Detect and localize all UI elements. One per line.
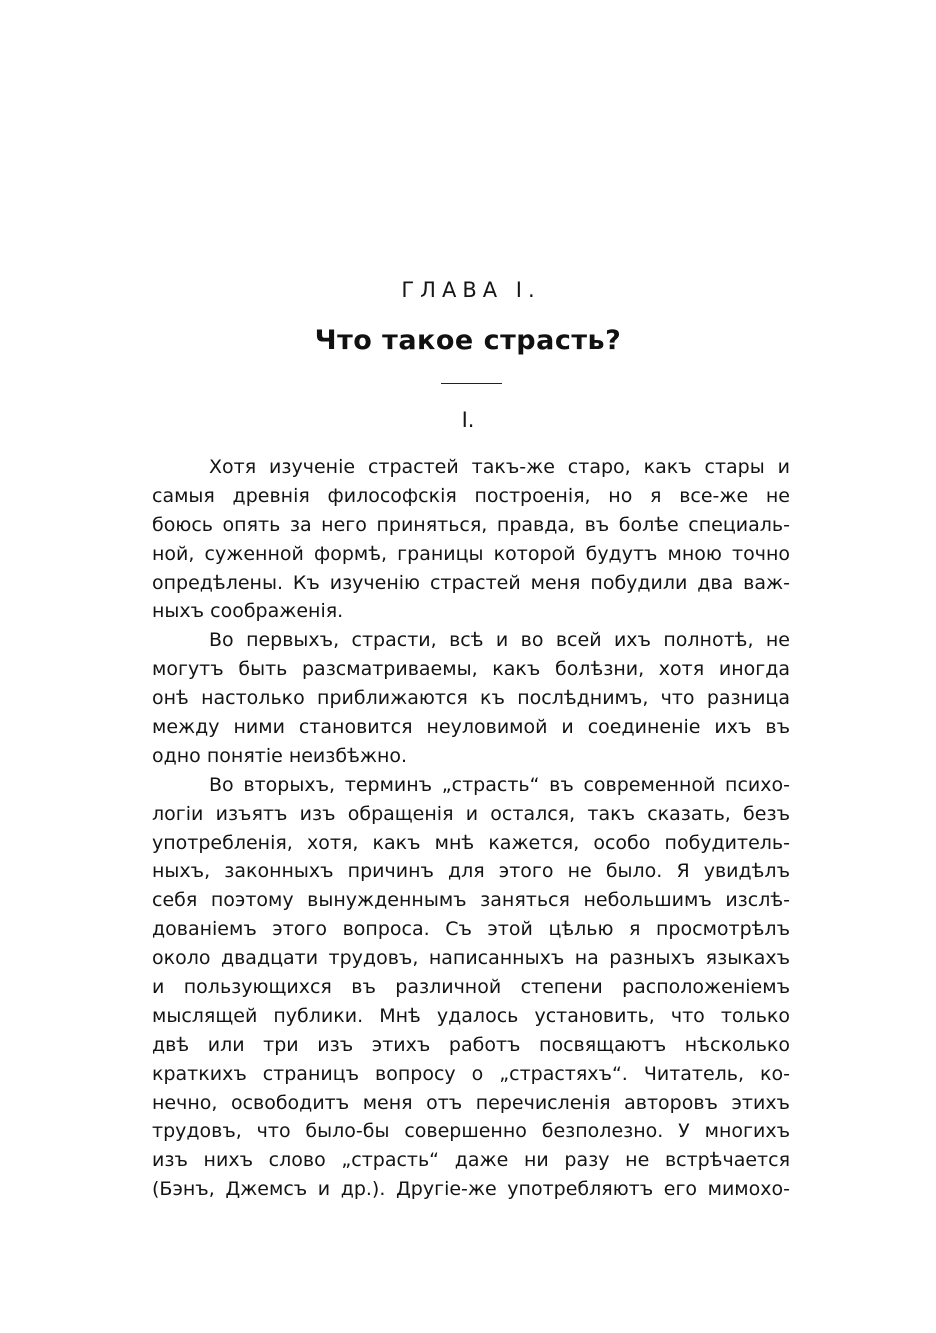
paragraph-3	[152, 771, 790, 1204]
text-line: логіи изъятъ изъ обращенія и остался, такъ сказать, безъ	[152, 802, 790, 825]
text-line: одно понятіе неизбѣжно.	[152, 744, 408, 767]
text-line: (Бэнъ, Джемсъ и др.). Другіе-же употребляютъ его мимохо-	[152, 1178, 790, 1201]
text-line: около двадцати трудовъ, написанныхъ на разныхъ языкахъ	[152, 947, 790, 970]
text-line: опредѣлены. Къ изученію страстей меня побудили два важ-	[152, 571, 790, 594]
text-line: боюсь опять за него приняться, правда, въ болѣе специаль-	[152, 513, 790, 536]
title-divider	[441, 383, 502, 384]
chapter-title: Что такое страсть?	[314, 325, 622, 356]
text-line: могутъ быть разсматриваемы, какъ болѣзни, хотя иногда	[152, 658, 790, 681]
text-line: изъ нихъ слово „страсть“ даже ни разу не встрѣчается	[152, 1149, 790, 1172]
text-line: Во первыхъ, страсти, всѣ и во всей ихъ полнотѣ, не	[209, 629, 790, 652]
text-line: употребленія, хотя, какъ мнѣ кажется, особо побудитель-	[152, 831, 790, 854]
text-line: краткихъ страницъ вопросу о „страстяхъ“. Читатель, ко-	[152, 1062, 790, 1085]
text-line: и пользующихся въ различной степени расположеніемъ	[152, 976, 790, 999]
text-line: двѣ или три изъ этихъ работъ посвящаютъ нѣсколько	[152, 1033, 790, 1056]
text-line: самыя древнія философскія построенія, но я все-же не	[152, 484, 790, 507]
paragraph-1	[152, 453, 790, 626]
chapter-label: ГЛАВА I.	[401, 278, 541, 302]
text-line: онѣ настолько приближаются къ послѣднимъ, что разница	[152, 687, 790, 710]
text-line: дованіемъ этого вопроса. Съ этой цѣлью я просмотрѣлъ	[152, 918, 790, 941]
paragraph-2	[152, 626, 790, 770]
text-line: нечно, освободитъ меня отъ перечисленія авторовъ этихъ	[152, 1091, 790, 1114]
text-line: ной, суженной формѣ, границы которой будутъ мною точно	[152, 542, 790, 565]
text-line: ныхъ соображенія.	[152, 600, 344, 623]
text-line: Хотя изученіе страстей такъ-же старо, какъ стары и	[209, 456, 790, 478]
section-number: I.	[461, 408, 475, 432]
text-line: Во вторыхъ, терминъ „страсть“ въ современной психо-	[209, 773, 790, 796]
text-line: трудовъ, что было-бы совершенно безполезно. У многихъ	[152, 1120, 790, 1143]
text-line: мыслящей публики. Мнѣ удалось установить, что только	[152, 1004, 790, 1027]
text-line: себя поэтому вынужденнымъ заняться небольшимъ изслѣ-	[152, 889, 790, 912]
text-line: ныхъ, законныхъ причинъ для этого не было. Я увидѣлъ	[152, 860, 790, 883]
text-line: между ними становится неуловимой и соединеніе ихъ въ	[152, 716, 790, 739]
body-text	[152, 453, 790, 1204]
